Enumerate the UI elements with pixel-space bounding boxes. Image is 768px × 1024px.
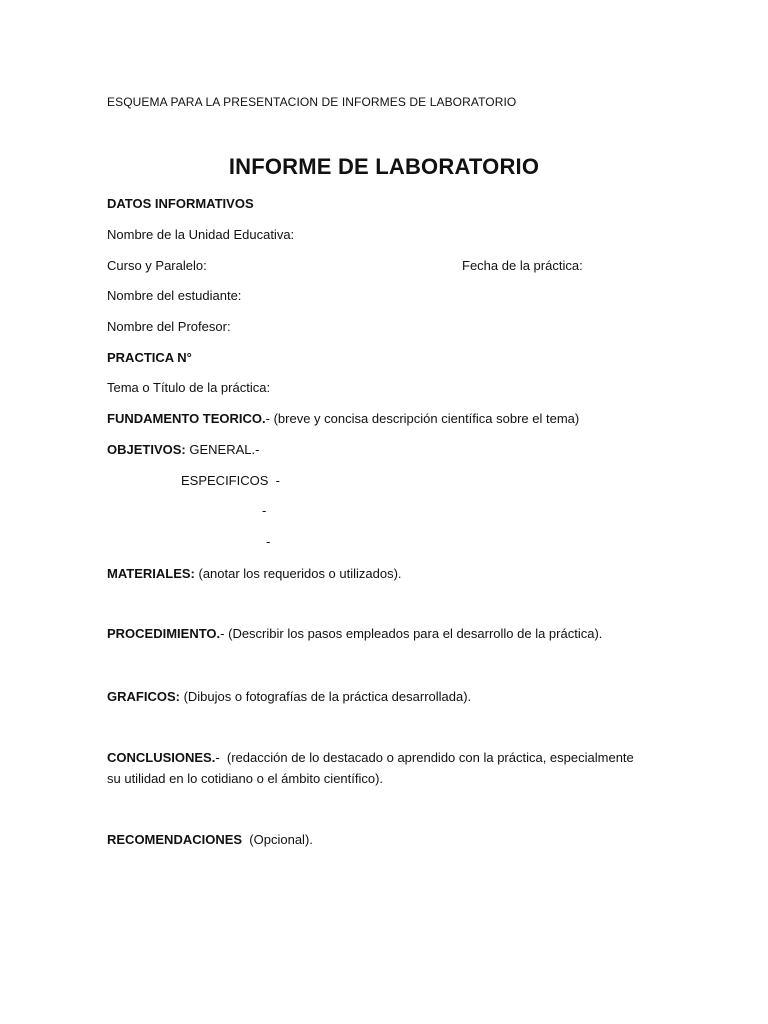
materiales-heading: MATERIALES: [107, 566, 195, 581]
recomendaciones-heading: RECOMENDACIONES [107, 832, 243, 847]
field-nombre-profesor: Nombre del Profesor: [107, 319, 231, 334]
section-datos-informativos [107, 196, 254, 212]
objetivos-especificos: ESPECIFICOS - [181, 473, 280, 488]
field-curso-paralelo: Curso y Paralelo: [107, 258, 207, 273]
section-graficos [107, 689, 471, 705]
objetivos-general: GENERAL.- [189, 442, 260, 457]
objetivos-heading: OBJETIVOS: [107, 442, 186, 457]
section-recomendaciones [107, 832, 313, 848]
document-header: ESQUEMA PARA LA PRESENTACION DE INFORMES DE LABORATORIO [107, 95, 517, 109]
graficos-heading: GRAFICOS: [107, 689, 180, 704]
practica-n-heading: PRACTICA N° [107, 350, 192, 365]
section-materiales [107, 566, 402, 582]
section-practica-n [107, 350, 192, 366]
objetivo-especifico-dash: - [266, 534, 271, 549]
materiales-description: (anotar los requeridos o utilizados). [194, 566, 402, 581]
objetivo-especifico-dash: - [262, 503, 267, 518]
fundamento-heading: FUNDAMENTO TEORICO. [107, 411, 266, 426]
section-objetivos [107, 442, 259, 458]
conclusiones-heading: CONCLUSIONES. [107, 750, 216, 765]
fundamento-description: - (breve y concisa descripción científica sobre el tema) [265, 411, 580, 426]
document-title: INFORME DE LABORATORIO [228, 154, 540, 179]
procedimiento-heading: PROCEDIMIENTO. [107, 626, 221, 641]
field-tema-titulo: Tema o Título de la práctica: [107, 380, 271, 395]
conclusiones-description-continued: su utilidad en lo cotidiano o el ámbito científico). [107, 771, 384, 786]
procedimiento-description: - (Describir los pasos empleados para el desarrollo de la práctica). [220, 626, 603, 641]
field-nombre-estudiante: Nombre del estudiante: [107, 288, 242, 303]
section-procedimiento [107, 626, 602, 642]
datos-informativos-heading: DATOS INFORMATIVOS [107, 196, 254, 211]
conclusiones-description: - (redacción de lo destacado o aprendido con la práctica, especialmente [215, 750, 634, 765]
recomendaciones-description: (Opcional). [242, 832, 313, 847]
graficos-description: (Dibujos o fotografías de la práctica desarrollada). [179, 689, 472, 704]
section-fundamento [107, 411, 579, 427]
field-fecha-practica: Fecha de la práctica: [462, 258, 583, 273]
field-unidad-educativa: Nombre de la Unidad Educativa: [107, 227, 295, 242]
section-conclusiones [107, 750, 634, 766]
